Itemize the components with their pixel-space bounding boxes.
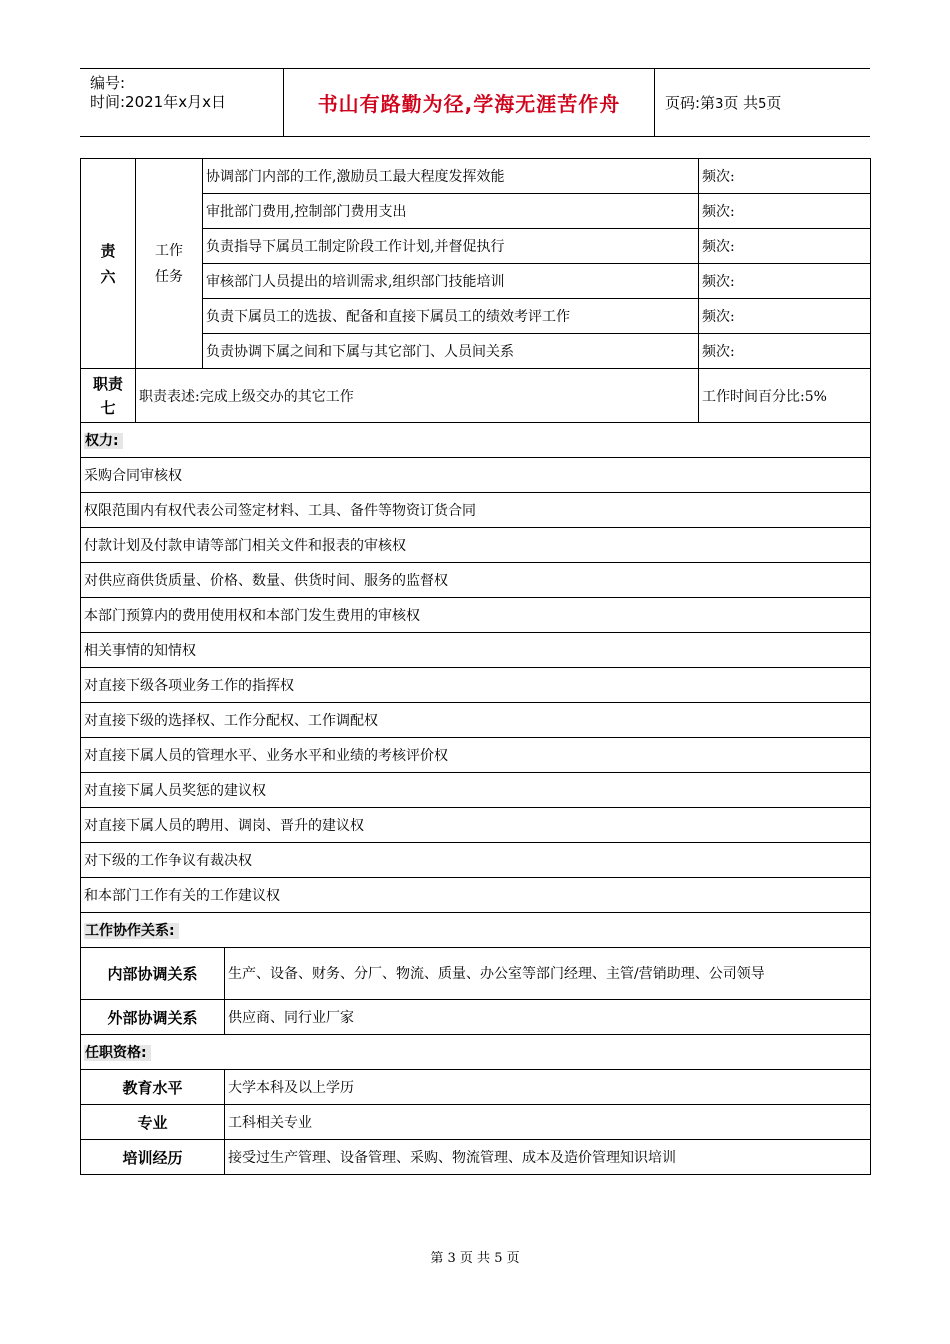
power-item: 采购合同审核权	[81, 458, 871, 493]
duty6-label: 责六	[81, 159, 136, 369]
duty6-task-2: 负责指导下属员工制定阶段工作计划,并督促执行	[203, 229, 699, 264]
external-relations-value: 供应商、同行业厂家	[225, 1000, 871, 1035]
power-item: 对供应商供货质量、价格、数量、供货时间、服务的监督权	[81, 563, 871, 598]
qualifications-title: 任职资格:	[81, 1035, 871, 1070]
powers-title: 权力:	[81, 423, 871, 458]
qualification-value: 接受过生产管理、设备管理、采购、物流管理、成本及造价管理知识培训	[225, 1140, 871, 1175]
power-item: 权限范围内有权代表公司签定材料、工具、备件等物资订货合同	[81, 493, 871, 528]
external-relations-row	[81, 1000, 871, 1035]
qualification-row	[81, 1105, 871, 1140]
qualification-label: 教育水平	[81, 1070, 225, 1105]
job-description-table	[80, 158, 871, 1175]
internal-relations-value: 生产、设备、财务、分厂、物流、质量、办公室等部门经理、主管/营销助理、公司领导	[225, 948, 871, 1000]
header-motto-cell	[284, 69, 655, 136]
qualification-value: 工科相关专业	[225, 1105, 871, 1140]
internal-relations-label: 内部协调关系	[81, 948, 225, 1000]
page-footer: 第 3 页 共 5 页	[430, 1251, 520, 1266]
power-item: 付款计划及付款申请等部门相关文件和报表的审核权	[81, 528, 871, 563]
internal-relations-row	[81, 948, 871, 1000]
power-item: 对直接下属人员的管理水平、业务水平和业绩的考核评价权	[81, 738, 871, 773]
duty6-freq-5: 频次:	[699, 334, 871, 369]
duty6-task-3: 审核部门人员提出的培训需求,组织部门技能培训	[203, 264, 699, 299]
qualification-row	[81, 1070, 871, 1105]
power-item: 对下级的工作争议有裁决权	[81, 843, 871, 878]
doc-time-label: 时间:2021年x月x日	[90, 93, 226, 111]
power-item: 相关事情的知情权	[81, 633, 871, 668]
relations-title: 工作协作关系:	[81, 913, 871, 948]
duty6-freq-4: 频次:	[699, 299, 871, 334]
doc-code-label: 编号:	[90, 74, 126, 92]
motto: 书山有路勤为径,学海无涯苦作舟	[317, 92, 621, 116]
header-meta	[80, 69, 284, 136]
duty6-task-4: 负责下属员工的选拔、配备和直接下属员工的绩效考评工作	[203, 299, 699, 334]
power-item: 本部门预算内的费用使用权和本部门发生费用的审核权	[81, 598, 871, 633]
power-item: 和本部门工作有关的工作建议权	[81, 878, 871, 913]
duty7-row	[81, 369, 871, 423]
duty6-task-1: 审批部门费用,控制部门费用支出	[203, 194, 699, 229]
page-indicator: 页码:第3页 共5页	[665, 94, 782, 112]
duty6-freq-2: 频次:	[699, 229, 871, 264]
duty6-task-0: 协调部门内部的工作,激励员工最大程度发挥效能	[203, 159, 699, 194]
duty7-desc: 职责表述:完成上级交办的其它工作	[136, 369, 699, 423]
qualification-label: 培训经历	[81, 1140, 225, 1175]
duty7-time: 工作时间百分比:5%	[699, 369, 871, 423]
power-item: 对直接下级的选择权、工作分配权、工作调配权	[81, 703, 871, 738]
external-relations-label: 外部协调关系	[81, 1000, 225, 1035]
duty6-freq-0: 频次:	[699, 159, 871, 194]
duty6-task-5: 负责协调下属之间和下属与其它部门、人员间关系	[203, 334, 699, 369]
duty6-task-label: 工作任务	[136, 159, 203, 369]
power-item: 对直接下级各项业务工作的指挥权	[81, 668, 871, 703]
qualification-row	[81, 1140, 871, 1175]
duty6-freq-3: 频次:	[699, 264, 871, 299]
duty7-label: 职责七	[81, 369, 136, 423]
power-item: 对直接下属人员奖惩的建议权	[81, 773, 871, 808]
header-page-cell	[655, 69, 870, 136]
qualification-label: 专业	[81, 1105, 225, 1140]
qualification-value: 大学本科及以上学历	[225, 1070, 871, 1105]
power-item: 对直接下属人员的聘用、调岗、晋升的建议权	[81, 808, 871, 843]
duty6-row	[81, 159, 871, 194]
page-header	[80, 68, 870, 137]
duty6-freq-1: 频次:	[699, 194, 871, 229]
